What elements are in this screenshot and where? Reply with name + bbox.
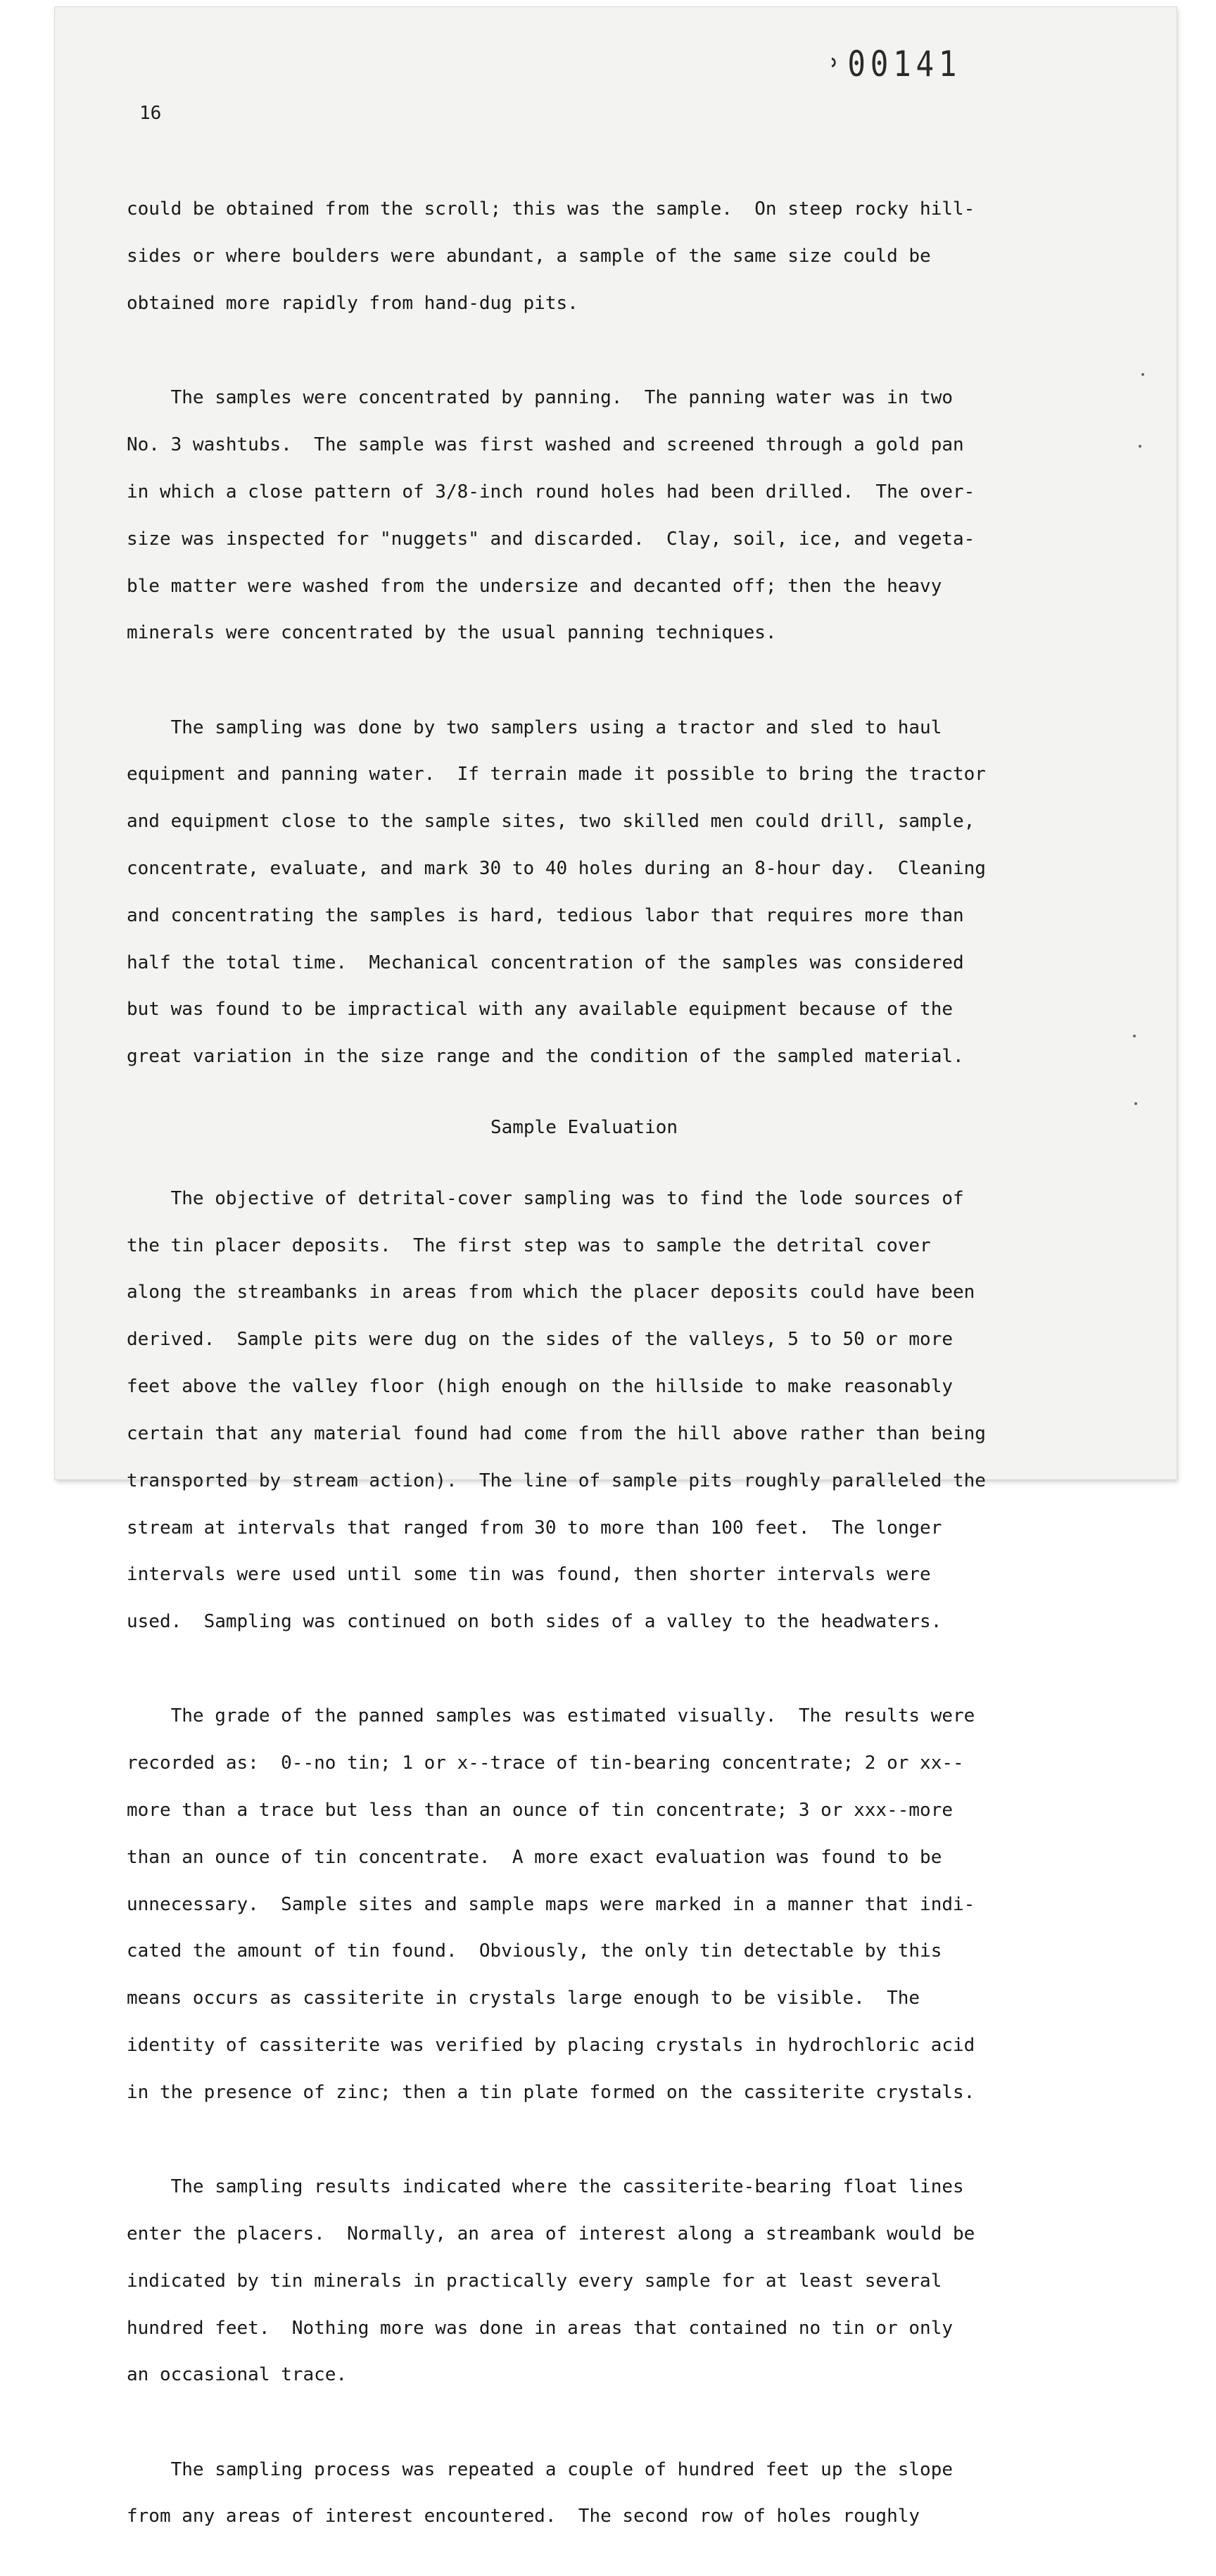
document-stamp-number: ˒00141 xyxy=(825,44,962,84)
text-line: The sampling process was repeated a couple of hundred feet up the slope xyxy=(127,2458,953,2480)
text-line: unnecessary. Sample sites and sample maps were marked in a manner that indi- xyxy=(127,1893,975,1915)
text-line: The samples were concentrated by panning. The panning water was in two xyxy=(127,387,953,409)
text-line: an occasional trace. xyxy=(127,2364,348,2386)
scan-speck xyxy=(1134,1102,1137,1105)
scan-speck xyxy=(1133,1035,1136,1037)
paragraph-3 xyxy=(127,693,1056,1092)
text-line: stream at intervals that ranged from 30 to more than 100 feet. The longer xyxy=(127,1517,942,1539)
text-line: along the streambanks in areas from which the placer deposits could have been xyxy=(127,1282,975,1303)
text-line: The sampling results indicated where the cassiterite-bearing float lines xyxy=(127,2176,964,2198)
text-line: sides or where boulders were abundant, a sample of the same size could be xyxy=(127,246,931,267)
text-line: half the total time. Mechanical concentration of the samples was considered xyxy=(127,952,964,973)
paragraph-5 xyxy=(127,1681,1056,2128)
text-line: minerals were concentrated by the usual panning techniques. xyxy=(127,622,777,644)
paragraph-6 xyxy=(127,2152,1056,2411)
text-line: The sampling was done by two samplers using a tractor and sled to haul xyxy=(127,716,942,738)
scan-speck xyxy=(1141,373,1144,376)
paragraph-2 xyxy=(127,363,1056,669)
text-line: cated the amount of tin found. Obviously, the only tin detectable by this xyxy=(127,1940,942,1962)
text-line: but was found to be impractical with any available equipment because of the xyxy=(127,999,953,1021)
text-line: in which a close pattern of 3/8-inch round holes had been drilled. The over- xyxy=(127,481,975,503)
text-line: from any areas of interest encountered. The second row of holes roughly xyxy=(127,2506,920,2527)
text-line: size was inspected for "nuggets" and discarded. Clay, soil, ice, and vegeta- xyxy=(127,528,975,550)
text-line: more than a trace but less than an ounce of tin concentrate; 3 or xxx--more xyxy=(127,1800,953,1821)
paragraph-7 xyxy=(127,2435,1056,2552)
text-line: means occurs as cassiterite in crystals large enough to be visible. The xyxy=(127,1988,920,2009)
text-line: than an ounce of tin concentrate. A more exact evaluation was found to be xyxy=(127,1846,942,1868)
text-line: enter the placers. Normally, an area of interest along a streambank would be xyxy=(127,2223,975,2244)
text-line: feet above the valley floor (high enough on the hillside to make reasonably xyxy=(127,1376,953,1398)
text-line: certain that any material found had come from the hill above rather than being xyxy=(127,1422,986,1444)
text-line: No. 3 washtubs. The sample was first washed and screened through a gold pan xyxy=(127,434,964,456)
text-line: used. Sampling was continued on both sides of a valley to the headwaters. xyxy=(127,1611,942,1633)
document-body xyxy=(127,175,1056,2576)
text-line: obtained more rapidly from hand-dug pits. xyxy=(127,293,578,315)
scan-speck xyxy=(1139,445,1141,448)
text-line: in the presence of zinc; then a tin plate formed on the cassiterite crystals. xyxy=(127,2081,975,2103)
text-line: equipment and panning water. If terrain made it possible to bring the tractor xyxy=(127,764,986,785)
text-line: great variation in the size range and the condition of the sampled material. xyxy=(127,1046,964,1068)
section-heading: Sample Evaluation xyxy=(490,1117,678,1139)
page-number: 16 xyxy=(139,103,162,124)
text-line: derived. Sample pits were dug on the sides of the valleys, 5 to 50 or more xyxy=(127,1329,953,1351)
text-line: The objective of detrital-cover sampling was to find the lode sources of xyxy=(127,1187,964,1209)
text-line: and concentrating the samples is hard, tedious labor that requires more than xyxy=(127,904,964,926)
text-line: The grade of the panned samples was estimated visually. The results were xyxy=(127,1705,975,1727)
text-line: could be obtained from the scroll; this was the sample. On steep rocky hill- xyxy=(127,198,975,220)
text-line: identity of cassiterite was verified by placing crystals in hydrochloric acid xyxy=(127,2035,975,2057)
text-line: ble matter were washed from the undersize and decanted off; then the heavy xyxy=(127,575,942,597)
paragraph-4 xyxy=(127,1163,1056,1658)
text-line: concentrate, evaluate, and mark 30 to 40 holes during an 8-hour day. Cleaning xyxy=(127,857,986,879)
text-line: the tin placer deposits. The first step was to sample the detrital cover xyxy=(127,1235,931,1256)
text-line: hundred feet. Nothing more was done in areas that contained no tin or only xyxy=(127,2317,953,2339)
paragraph-1 xyxy=(127,175,1056,339)
text-line: indicated by tin minerals in practically every sample for at least several xyxy=(127,2270,942,2292)
text-line: transported by stream action). The line of sample pits roughly paralleled the xyxy=(127,1470,986,1491)
text-line: recorded as: 0--no tin; 1 or x--trace of tin-bearing concentrate; 2 or xx-- xyxy=(127,1753,964,1774)
text-line: and equipment close to the sample sites, two skilled men could drill, sample, xyxy=(127,811,975,833)
text-line: intervals were used until some tin was found, then shorter intervals were xyxy=(127,1564,931,1586)
